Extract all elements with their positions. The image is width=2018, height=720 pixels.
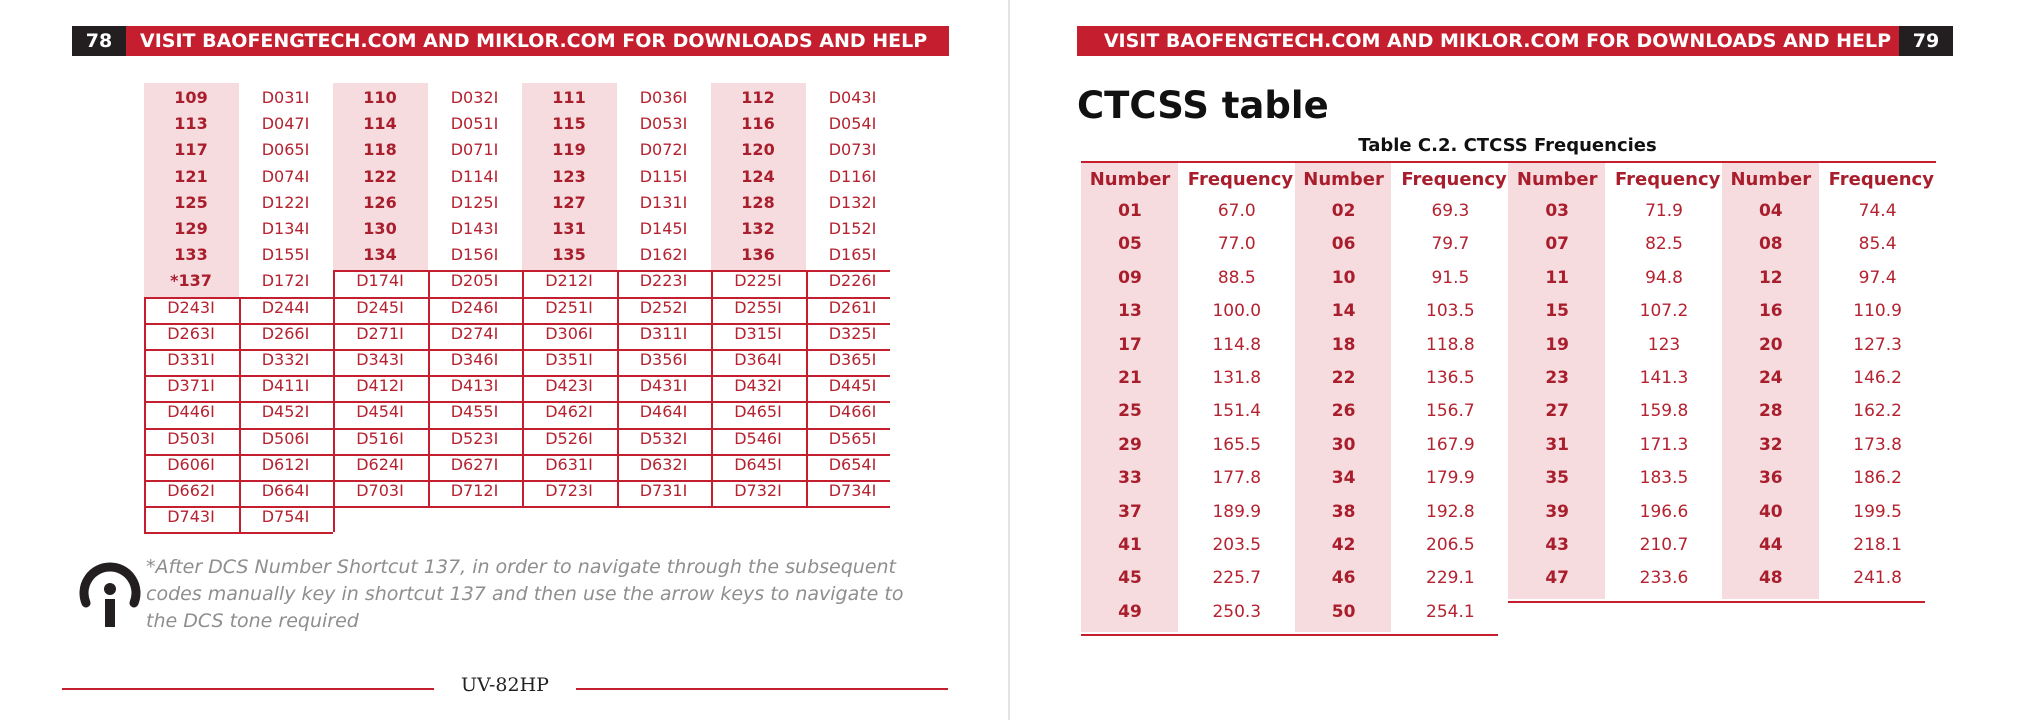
dcs-code: D072I: [639, 140, 688, 160]
ctcss-number: 44: [1758, 535, 1783, 555]
shortcut-number: 118: [363, 140, 397, 160]
dcs-code: D452I: [261, 402, 310, 422]
dcs-code: D423I: [545, 376, 593, 396]
right-header-text: VISIT BAOFENGTECH.COM AND MIKLOR.COM FOR DOWNLOADS AND HELP: [1103, 30, 1891, 52]
shortcut-number: 114: [363, 114, 397, 134]
dcs-code: D523I: [450, 428, 499, 448]
ctcss-number: 25: [1118, 401, 1142, 422]
ctcss-number: 20: [1758, 334, 1783, 355]
dcs-code: D205I: [450, 271, 499, 291]
ctcss-frequency: 179.9: [1426, 468, 1475, 489]
ctcss-frequency: 241.8: [1853, 568, 1902, 589]
ctcss-number: 49: [1118, 601, 1142, 622]
ctcss-number: 22: [1331, 368, 1356, 388]
ctcss-frequency: 229.1: [1426, 568, 1475, 589]
shortcut-number: 129: [174, 219, 208, 238]
shortcut-number: 110: [363, 88, 397, 107]
dcs-code: D606I: [167, 454, 215, 474]
dcs-code: D503I: [167, 428, 215, 448]
shortcut-number: 111: [552, 88, 586, 107]
dcs-code: D131I: [639, 192, 688, 212]
ctcss-number: 47: [1545, 568, 1570, 589]
ctcss-number: 06: [1331, 234, 1356, 255]
ctcss-frequency: 162.2: [1853, 401, 1902, 422]
column-header-number: Number: [1089, 169, 1171, 190]
ctcss-frequency: 97.4: [1858, 267, 1897, 288]
dcs-code: D356I: [639, 350, 688, 369]
ctcss-number: 38: [1331, 501, 1356, 522]
dcs-code: D246I: [450, 297, 499, 317]
dcs-code: D703I: [356, 481, 404, 500]
ctcss-number: 18: [1331, 334, 1356, 355]
ctcss-number: 34: [1331, 468, 1356, 489]
ctcss-frequency: 183.5: [1639, 468, 1689, 489]
ctcss-frequency: 250.3: [1212, 601, 1262, 622]
shortcut-number: 136: [741, 245, 775, 265]
dcs-code: D565I: [828, 428, 877, 448]
ctcss-number: 50: [1331, 601, 1356, 622]
ctcss-number: 32: [1758, 434, 1783, 455]
ctcss-frequency: 167.9: [1426, 434, 1475, 455]
shortcut-number: 124: [741, 166, 775, 186]
dcs-code: D446I: [167, 402, 215, 422]
dcs-code: D071I: [450, 140, 499, 160]
dcs-code: D244I: [261, 297, 310, 317]
table-caption: Table C.2. CTCSS Frequencies: [1358, 135, 1657, 156]
dcs-code: D047I: [261, 114, 310, 134]
ctcss-frequency: 85.4: [1858, 234, 1897, 255]
ctcss-number: 28: [1758, 401, 1783, 422]
shortcut-number: 125: [174, 192, 208, 212]
ctcss-number: 10: [1331, 267, 1356, 288]
dcs-code: D732I: [734, 481, 782, 500]
dcs-code: D734I: [828, 481, 877, 500]
dcs-code: D051I: [450, 114, 499, 134]
shortcut-number: 120: [741, 140, 775, 160]
column-header-number: Number: [1303, 169, 1384, 190]
dcs-code: D365I: [828, 350, 877, 369]
column-header-number: Number: [1516, 169, 1598, 190]
ctcss-number: 12: [1758, 267, 1783, 288]
dcs-code: D122I: [261, 192, 310, 212]
dcs-code: D413I: [450, 376, 499, 396]
dcs-code: D654I: [828, 454, 877, 474]
ctcss-number: 13: [1118, 301, 1142, 322]
dcs-code: D261I: [828, 297, 877, 317]
ctcss-number: 42: [1331, 535, 1356, 555]
shortcut-number: 127: [552, 192, 586, 212]
dcs-code: D125I: [450, 192, 499, 212]
ctcss-frequency: 69.3: [1431, 201, 1470, 221]
dcs-code: D115I: [639, 166, 688, 186]
ctcss-frequency: 141.3: [1639, 368, 1689, 388]
dcs-code: D743I: [167, 507, 215, 527]
dcs-code: D162I: [639, 245, 688, 265]
ctcss-frequency: 159.8: [1639, 401, 1689, 422]
dcs-code: D225I: [734, 271, 782, 291]
ctcss-number: 29: [1118, 434, 1142, 455]
ctcss-frequency: 186.2: [1853, 468, 1902, 489]
shortcut-number: 119: [552, 140, 586, 160]
dcs-code: D074I: [261, 166, 310, 186]
dcs-code: D243I: [167, 297, 215, 317]
column-header-number: Number: [1730, 169, 1812, 190]
shortcut-number: *137: [170, 271, 212, 291]
ctcss-number: 04: [1758, 201, 1783, 221]
dcs-code: D255I: [734, 297, 782, 317]
shortcut-number: 133: [174, 245, 208, 265]
dcs-code: D465I: [734, 402, 782, 422]
page-title: CTCSS table: [1077, 84, 1329, 127]
dcs-code: D371I: [167, 376, 215, 396]
ctcss-frequency: 151.4: [1212, 401, 1262, 422]
shortcut-number: 117: [174, 140, 208, 160]
dcs-code: D053I: [639, 114, 688, 134]
ctcss-frequency: 146.2: [1853, 368, 1902, 388]
shortcut-number: 132: [741, 219, 775, 238]
ctcss-number: 31: [1545, 434, 1570, 455]
ctcss-frequency: 71.9: [1645, 201, 1683, 221]
footer-rule-left: [62, 688, 434, 690]
dcs-code: D152I: [828, 219, 877, 238]
ctcss-frequency: 156.7: [1426, 401, 1475, 422]
ctcss-number: 21: [1118, 368, 1142, 388]
ctcss-frequency: 196.6: [1639, 501, 1689, 522]
dcs-code: D731I: [639, 481, 688, 500]
ctcss-frequency: 79.7: [1431, 234, 1470, 255]
ctcss-number: 41: [1118, 535, 1142, 555]
dcs-code: D252I: [639, 297, 688, 317]
ctcss-table: [1081, 161, 1936, 641]
ctcss-number: 36: [1758, 468, 1783, 489]
dcs-code: D346I: [450, 350, 499, 369]
dcs-code: D526I: [545, 428, 593, 448]
ctcss-number: 11: [1545, 267, 1570, 288]
shortcut-number: 122: [363, 166, 397, 186]
dcs-code: D351I: [545, 350, 593, 369]
shortcut-number: 126: [363, 192, 397, 212]
dcs-code: D754I: [261, 507, 310, 527]
ctcss-number: 26: [1331, 401, 1356, 422]
ctcss-number: 14: [1331, 301, 1356, 322]
ctcss-frequency: 77.0: [1217, 234, 1256, 255]
dcs-code: D431I: [639, 376, 688, 396]
dcs-code: D165I: [828, 245, 877, 265]
footer-rule-right: [576, 688, 948, 690]
dcs-code: D132I: [828, 192, 877, 212]
dcs-code: D143I: [450, 219, 499, 238]
dcs-code: D664I: [261, 481, 310, 500]
dcs-code: D632I: [639, 454, 688, 474]
dcs-code: D212I: [545, 271, 593, 291]
ctcss-frequency: 107.2: [1639, 301, 1689, 322]
ctcss-frequency: 114.8: [1212, 334, 1262, 355]
right-header-bar: [1077, 26, 1953, 56]
dcs-code: D226I: [828, 271, 877, 291]
ctcss-number: 40: [1758, 501, 1783, 522]
info-icon: [78, 557, 142, 631]
dcs-code: D464I: [639, 402, 688, 422]
ctcss-number: 02: [1331, 201, 1356, 221]
dcs-code: D263I: [167, 323, 215, 343]
left-header-text: VISIT BAOFENGTECH.COM AND MIKLOR.COM FOR DOWNLOADS AND HELP: [140, 30, 928, 52]
ctcss-frequency: 189.9: [1212, 501, 1262, 522]
ctcss-number: 45: [1118, 568, 1142, 589]
dcs-code: D315I: [734, 323, 782, 343]
ctcss-frequency: 225.7: [1212, 568, 1262, 589]
dcs-code: D306I: [545, 323, 593, 343]
dcs-code: D032I: [450, 88, 499, 107]
ctcss-frequency: 165.5: [1212, 434, 1262, 455]
dcs-code: D445I: [828, 376, 877, 396]
ctcss-frequency: 127.3: [1853, 334, 1902, 355]
ctcss-number: 30: [1331, 434, 1356, 455]
dcs-code: D043I: [828, 88, 877, 107]
ctcss-frequency: 203.5: [1212, 535, 1262, 555]
ctcss-frequency: 177.8: [1212, 468, 1262, 489]
dcs-note: *After DCS Number Shortcut 137, in order to navigate through the subsequent codes manually key in shortcut 137 and then use the arrow keys to navigate to the DCS tone required: [146, 556, 904, 632]
dcs-code: D174I: [356, 271, 404, 291]
shortcut-number: 131: [552, 219, 586, 238]
footer-model-label: UV-82HP: [461, 674, 549, 696]
dcs-code: D546I: [734, 428, 782, 448]
dcs-code: D274I: [450, 323, 499, 343]
dcs-code: D532I: [639, 428, 688, 448]
ctcss-frequency: 254.1: [1426, 601, 1475, 622]
ctcss-number: 27: [1545, 401, 1570, 422]
dcs-code: D332I: [261, 350, 310, 369]
ctcss-frequency: 206.5: [1426, 535, 1475, 555]
ctcss-frequency: 171.3: [1639, 434, 1689, 455]
dcs-code: D311I: [639, 323, 688, 343]
dcs-code: D624I: [356, 454, 404, 474]
ctcss-number: 19: [1545, 334, 1570, 355]
dcs-code: D454I: [356, 402, 404, 422]
shortcut-number: 135: [552, 245, 586, 265]
ctcss-number: 37: [1118, 501, 1142, 522]
dcs-code: D466I: [828, 402, 877, 422]
dcs-code: D412I: [356, 376, 404, 396]
dcs-code: D251I: [545, 297, 593, 317]
ctcss-number: 15: [1545, 301, 1570, 322]
ctcss-frequency: 118.8: [1426, 334, 1475, 355]
shortcut-number: 134: [363, 245, 397, 265]
ctcss-frequency: 192.8: [1426, 501, 1475, 522]
dcs-code: D343I: [356, 350, 404, 369]
ctcss-number: 07: [1545, 234, 1570, 255]
ctcss-number: 35: [1545, 468, 1570, 489]
ctcss-frequency: 131.8: [1212, 368, 1262, 388]
dcs-code: D116I: [828, 166, 877, 186]
column-header-frequency: Frequency: [1615, 169, 1721, 190]
dcs-code: D612I: [261, 454, 310, 474]
ctcss-frequency: 110.9: [1853, 301, 1902, 322]
left-page-number: 78: [72, 26, 126, 56]
table-bottom-rule-right: [1508, 601, 1925, 603]
dcs-code: D155I: [261, 245, 310, 265]
dcs-code: D455I: [450, 402, 499, 422]
ctcss-frequency: 218.1: [1853, 535, 1902, 555]
dcs-code: D031I: [261, 88, 310, 107]
dcs-code: D172I: [261, 271, 310, 291]
ctcss-number: 05: [1118, 234, 1142, 255]
ctcss-number: 03: [1545, 201, 1570, 221]
shortcut-number: 116: [741, 114, 775, 134]
dcs-code: D712I: [450, 481, 499, 500]
dcs-code: D073I: [828, 140, 877, 160]
column-header-frequency: Frequency: [1187, 169, 1294, 190]
ctcss-frequency: 74.4: [1858, 201, 1897, 221]
ctcss-number: 33: [1118, 468, 1142, 489]
shortcut-number: 121: [174, 166, 208, 186]
shortcut-number: 130: [363, 219, 397, 238]
shortcut-number: 109: [174, 88, 208, 107]
ctcss-number: 01: [1118, 201, 1142, 221]
dcs-code: D631I: [545, 454, 593, 474]
ctcss-frequency: 199.5: [1853, 501, 1902, 522]
ctcss-frequency: 100.0: [1212, 301, 1262, 322]
ctcss-number: 46: [1331, 568, 1356, 589]
ctcss-number: 16: [1758, 301, 1783, 322]
ctcss-number: 09: [1118, 267, 1142, 288]
dcs-code: D325I: [828, 323, 877, 343]
dcs-code: D723I: [545, 481, 593, 500]
right-page-number: 79: [1899, 26, 1953, 56]
ctcss-number: 23: [1545, 368, 1570, 388]
table-bottom-rule-left: [1081, 634, 1498, 636]
dcs-code: D432I: [734, 376, 782, 396]
dcs-code: D223I: [639, 271, 688, 291]
dcs-code: D156I: [450, 245, 499, 265]
dcs-code: D065I: [261, 140, 310, 160]
ctcss-frequency: 136.5: [1426, 368, 1475, 388]
ctcss-frequency: 94.8: [1645, 267, 1683, 288]
ctcss-frequency: 233.6: [1639, 568, 1689, 589]
dcs-code: D245I: [356, 297, 404, 317]
ctcss-number: 48: [1758, 568, 1783, 589]
ctcss-number: 24: [1758, 368, 1783, 388]
shortcut-number: 115: [552, 114, 586, 134]
ctcss-frequency: 82.5: [1645, 234, 1683, 255]
ctcss-frequency: 123: [1647, 334, 1681, 355]
ctcss-frequency: 103.5: [1426, 301, 1475, 322]
dcs-code: D364I: [734, 350, 782, 369]
dcs-code: D516I: [356, 428, 404, 448]
grid-hline: [144, 532, 333, 534]
dcs-code: D506I: [261, 428, 310, 448]
dcs-code: D627I: [450, 454, 499, 474]
shortcut-number: 112: [741, 88, 775, 107]
shortcut-number: 128: [741, 192, 775, 212]
ctcss-number: 17: [1118, 334, 1142, 355]
ctcss-number: 39: [1545, 501, 1570, 522]
dcs-code: D662I: [167, 481, 215, 500]
ctcss-frequency: 91.5: [1431, 267, 1470, 288]
ctcss-number: 08: [1758, 234, 1783, 255]
dcs-code: D331I: [167, 350, 215, 369]
ctcss-frequency: 210.7: [1639, 535, 1689, 555]
dcs-code: D266I: [261, 323, 310, 343]
dcs-code: D036I: [639, 88, 688, 107]
shortcut-number: 113: [174, 114, 208, 134]
ctcss-frequency: 67.0: [1217, 201, 1256, 221]
dcs-code: D145I: [639, 219, 688, 238]
dcs-code: D411I: [261, 376, 310, 396]
dcs-code: D462I: [545, 402, 593, 422]
shortcut-number: 123: [552, 166, 586, 186]
column-header-frequency: Frequency: [1401, 169, 1507, 190]
dcs-code: D114I: [450, 166, 499, 186]
column-header-frequency: Frequency: [1828, 169, 1934, 190]
dcs-code: D134I: [261, 219, 310, 238]
dcs-code: D271I: [356, 323, 404, 343]
dcs-code: D054I: [828, 114, 877, 134]
ctcss-number: 43: [1545, 535, 1570, 555]
ctcss-frequency: 88.5: [1217, 267, 1256, 288]
ctcss-frequency: 173.8: [1853, 434, 1902, 455]
dcs-code: D645I: [734, 454, 782, 474]
page-gutter: [1008, 0, 1010, 720]
